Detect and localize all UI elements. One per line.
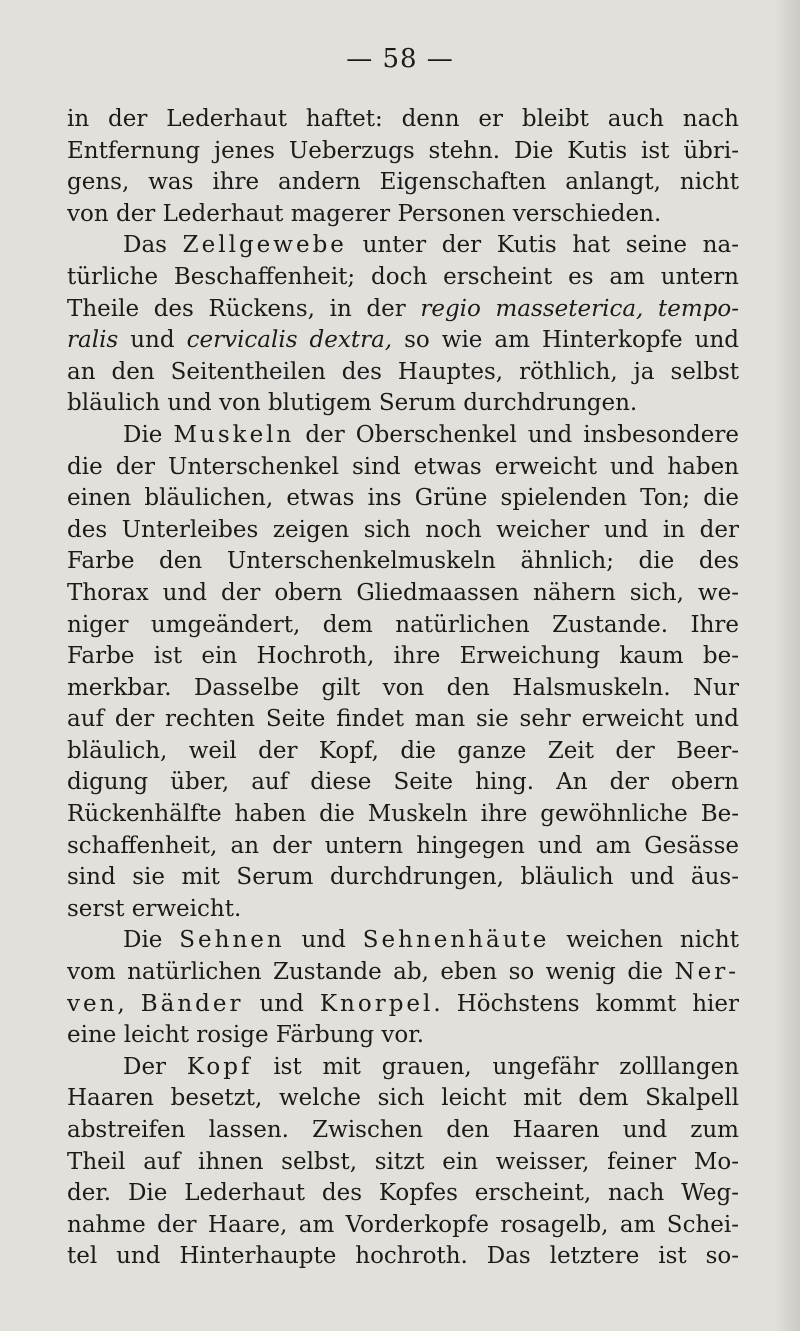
spaced-term: Kopf bbox=[186, 1053, 253, 1080]
spaced-term: Bänder bbox=[140, 990, 244, 1017]
latin-term: ralis bbox=[67, 327, 119, 354]
spaced-term: Ner- bbox=[674, 959, 739, 986]
text-run: und bbox=[284, 927, 363, 954]
text-run: eine leicht rosige Färbung vor. bbox=[67, 1022, 425, 1049]
text-line bbox=[67, 1052, 739, 1084]
text-run: die der Unterschenkel sind etwas erweicht und haben bbox=[67, 453, 739, 480]
text-run: merkbar. Dasselbe gilt von den Halsmuskeln. Nur bbox=[67, 674, 739, 701]
text-run: Haaren besetzt, welche sich leicht mit dem Skalpell bbox=[67, 1085, 739, 1112]
text-line bbox=[67, 136, 739, 168]
text-run: gens, was ihre andern Eigenschaften anlangt, nicht bbox=[67, 169, 739, 196]
text-run: abstreifen lassen. Zwischen den Haaren und zum bbox=[67, 1117, 739, 1143]
text-line bbox=[67, 1115, 739, 1147]
text-line bbox=[67, 104, 739, 136]
text-run: auf der rechten Seite findet man sie sehr erweicht und bbox=[67, 706, 739, 733]
text-run: Thorax und der obern Gliedmaassen nähern sich, we- bbox=[67, 579, 739, 606]
text-line bbox=[67, 1210, 739, 1242]
text-run: niger umgeändert, dem natürlichen Zustande. Ihre bbox=[67, 611, 739, 638]
text-run: Die bbox=[123, 421, 174, 448]
text-line bbox=[67, 767, 739, 799]
body-text bbox=[67, 104, 739, 1273]
text-run: Theil auf ihnen selbst, sitzt ein weisser, feiner Mo- bbox=[67, 1148, 739, 1175]
text-line bbox=[67, 610, 739, 642]
text-run: der. Die Lederhaut des Kopfes erscheint, nach Weg- bbox=[67, 1180, 739, 1207]
text-run: des Unterleibes zeigen sich noch weicher und in der bbox=[67, 516, 739, 543]
text-line bbox=[67, 388, 739, 420]
text-line bbox=[67, 167, 739, 199]
text-run: und bbox=[118, 327, 187, 354]
text-run: an den Seitentheilen des Hauptes, röthlich, ja selbst bbox=[67, 358, 739, 385]
text-run: schaffenheit, an der untern hingegen und am Gesässe bbox=[67, 832, 739, 859]
text-run: von der Lederhaut magerer Personen verschieden. bbox=[67, 200, 662, 227]
text-line bbox=[67, 452, 739, 484]
text-run: Farbe ist ein Hochroth, ihre Erweichung kaum be- bbox=[67, 643, 739, 670]
text-run: . Höchstens kommt hier bbox=[433, 990, 739, 1017]
text-run: Entfernung jenes Ueberzugs stehn. Die Kutis ist übri- bbox=[67, 137, 739, 164]
text-line bbox=[67, 1083, 739, 1115]
text-run: so wie am Hinterkopfe und bbox=[392, 327, 739, 354]
text-run: Rückenhälfte haben die Muskeln ihre gewöhnliche Be- bbox=[67, 801, 739, 828]
text-line bbox=[67, 1178, 739, 1210]
text-run: in der Lederhaut haftet: denn er bleibt auch nach bbox=[67, 106, 739, 132]
text-run: der Oberschenkel und insbesondere bbox=[294, 421, 739, 448]
text-run: unter der Kutis hat seine na- bbox=[346, 232, 739, 259]
text-line bbox=[67, 925, 739, 957]
text-line bbox=[67, 1020, 739, 1052]
text-line bbox=[67, 420, 739, 452]
text-line bbox=[67, 578, 739, 610]
text-line bbox=[67, 704, 739, 736]
text-line bbox=[67, 799, 739, 831]
text-run: bläulich und von blutigem Serum durchdrungen. bbox=[67, 390, 638, 417]
text-run: ist mit grauen, ungefähr zolllangen bbox=[252, 1053, 739, 1080]
text-line bbox=[67, 262, 739, 294]
text-run: türliche Beschaffenheit; doch erscheint es am untern bbox=[67, 263, 739, 290]
text-line bbox=[67, 957, 739, 989]
text-run: Die bbox=[123, 927, 180, 954]
text-run: weichen nicht bbox=[549, 927, 739, 954]
text-run: sind sie mit Serum durchdrungen, bläulich und äus- bbox=[67, 864, 739, 891]
text-run: tel und Hinterhaupte hochroth. Das letztere ist so- bbox=[67, 1243, 739, 1270]
text-line bbox=[67, 483, 739, 515]
text-run: einen bläulichen, etwas ins Grüne spielenden Ton; die bbox=[67, 485, 739, 512]
text-line bbox=[67, 673, 739, 705]
text-line bbox=[67, 831, 739, 863]
text-line bbox=[67, 862, 739, 894]
spaced-term: Knorpel bbox=[319, 990, 434, 1017]
text-run: vom natürlichen Zustande ab, eben so wenig die bbox=[67, 959, 675, 986]
text-run: bläulich, weil der Kopf, die ganze Zeit der Beer- bbox=[67, 737, 739, 764]
spaced-term: Sehnen bbox=[179, 927, 285, 954]
text-line bbox=[67, 1147, 739, 1179]
text-run: serst erweicht. bbox=[67, 895, 242, 922]
text-line bbox=[67, 894, 739, 926]
spaced-term: ven bbox=[67, 990, 118, 1017]
text-run: nahme der Haare, am Vorderkopfe rosagelb, am Schei- bbox=[67, 1211, 739, 1238]
latin-term: cervicalis dextra, bbox=[186, 327, 393, 354]
page-number: — 58 — bbox=[346, 44, 454, 74]
spaced-term: Muskeln bbox=[173, 421, 295, 448]
text-line bbox=[67, 546, 739, 578]
text-line bbox=[67, 989, 739, 1021]
text-run: Der bbox=[123, 1053, 187, 1080]
text-run: Theile des Rückens, in der bbox=[67, 295, 421, 322]
text-line bbox=[67, 736, 739, 768]
text-line bbox=[67, 325, 739, 357]
text-run: Farbe den Unterschenkelmuskeln ähnlich; die des bbox=[67, 548, 739, 575]
text-line bbox=[67, 641, 739, 673]
text-line bbox=[67, 357, 739, 389]
text-line bbox=[67, 230, 739, 262]
text-run: Das bbox=[123, 232, 183, 259]
text-run: , bbox=[117, 990, 141, 1017]
latin-term: regio masseterica, tempo- bbox=[420, 295, 739, 322]
text-run: und bbox=[243, 990, 320, 1017]
page-edge-shadow bbox=[774, 0, 800, 1331]
text-line bbox=[67, 1241, 739, 1273]
text-line bbox=[67, 515, 739, 547]
spaced-term: Zellgewebe bbox=[182, 232, 347, 259]
text-line bbox=[67, 199, 739, 231]
text-run: digung über, auf diese Seite hing. An der obern bbox=[67, 769, 739, 796]
text-line bbox=[67, 294, 739, 326]
spaced-term: Sehnenhäute bbox=[362, 927, 550, 954]
